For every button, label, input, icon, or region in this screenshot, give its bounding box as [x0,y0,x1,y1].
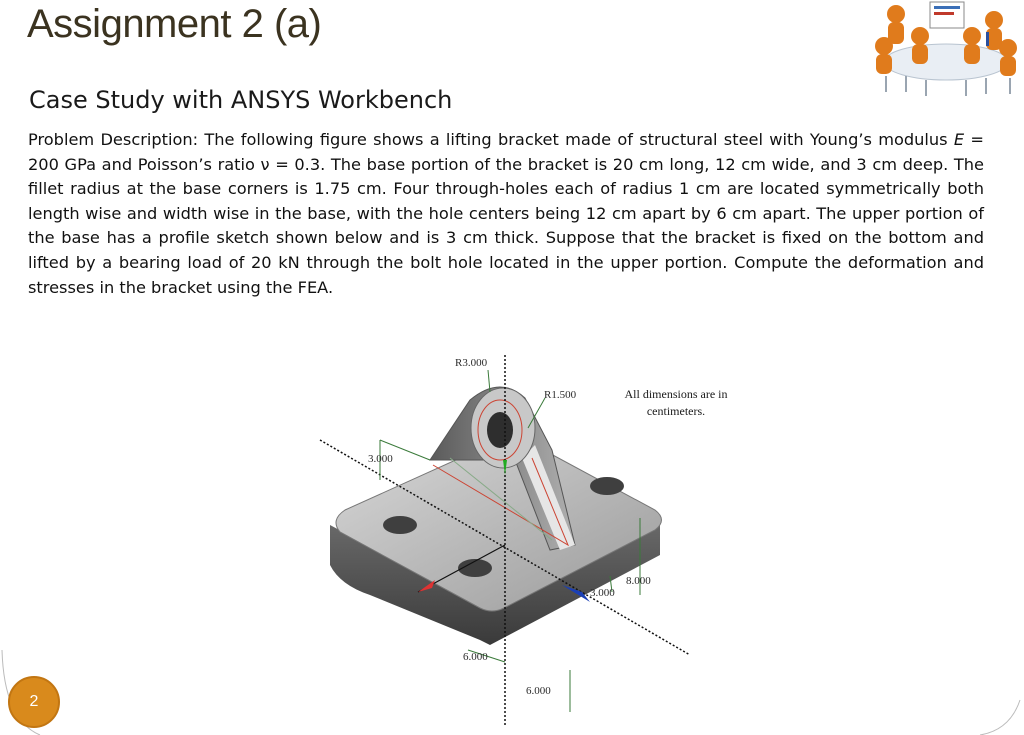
problem-text-part2: = 200 GPa and Poisson’s ratio ν = 0.3. The base portion of the bracket is 20 cm long, 12 cm wide, and 3 cm deep. The fillet radius at the base corners is 1.75 cm. Four through-holes each of radius 1 cm are located symmetrically both length wise and width wise in the base, with the hole centers being 12 cm apart by 6 cm apart. The upper portion of the base has a profile sketch shown below and is 3 cm thick. Suppose that the bracket is fixed on the bottom and lifted by a bearing load of 20 kN through the bolt hole located in the upper portion. Compute the deformation and stresses in the bracket using the FEA. [28,130,984,297]
problem-description [28,128,984,300]
dim-label-r-outer: R3.000 [455,357,488,369]
slide-title: Assignment 2 (a) [27,2,322,46]
units-note: All dimensions are in centimeters. [624,387,728,418]
dim-label-offset-b: 6.000 [526,685,551,697]
page-number: 2 [29,693,39,710]
base-hole [590,477,624,495]
problem-text-part1: Problem Description: The following figure shows a lifting bracket made of structural steel with Young’s modulus [28,130,954,149]
page-number-badge [8,676,60,728]
youngs-modulus-symbol: E [953,130,965,149]
base-hole [383,516,417,534]
dim-label-height: 8.000 [626,575,651,587]
dim-label-r-inner: R1.500 [544,389,577,401]
dim-label-thickness-left: 3.000 [368,453,393,465]
bolt-hole [487,412,513,448]
slide-subtitle: Case Study with ANSYS Workbench [29,86,453,114]
dim-label-offset-a: 6.000 [463,651,488,663]
meeting-people-illustration [866,0,1024,100]
dim-label-thickness-right: 3.000 [590,587,615,599]
